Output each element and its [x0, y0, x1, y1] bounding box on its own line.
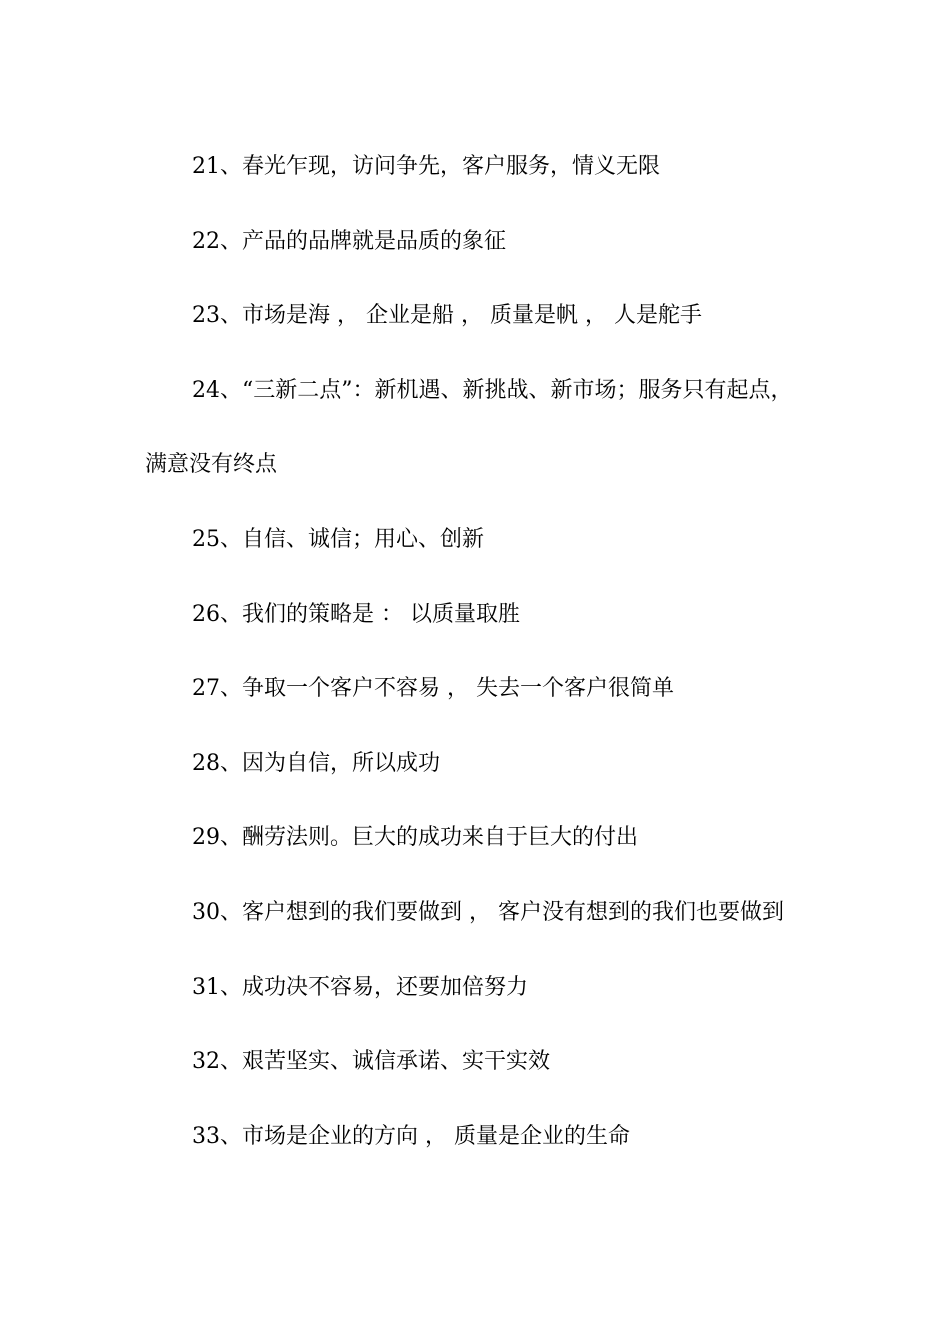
paragraph-30: 30、客户想到的我们要做到 ， 客户没有想到的我们也要做到: [192, 899, 784, 925]
paragraph-21: 21、春光乍现，访问争先，客户服务，情义无限: [192, 154, 660, 179]
paragraph-23: 23、市场是海 ， 企业是船 ， 质量是帆 ， 人是舵手: [192, 303, 702, 329]
paragraph-22: 22、产品的品牌就是品质的象征: [192, 228, 506, 254]
paragraph-24: 24、“三新二点”：新机遇、新挑战、新市场；服务只有起点，满意没有终点: [145, 377, 793, 478]
paragraph-32: 32、艰苦坚实、诚信承诺、实干实效: [192, 1049, 550, 1075]
paragraph-26: 26、我们的策略是 ： 以质量取胜: [192, 601, 520, 627]
paragraph-31: 31、成功决不容易，还要加倍努力: [192, 974, 528, 1000]
paragraph-28: 28、因为自信，所以成功: [192, 750, 440, 776]
document-body: [145, 130, 810, 1174]
paragraph-25: 25、自信、诚信；用心、创新: [192, 526, 484, 552]
paragraph-29: 29、酬劳法则。巨大的成功来自于巨大的付出: [192, 825, 638, 851]
paragraph-27: 27、争取一个客户不容易 ， 失去一个客户很简单: [192, 676, 674, 702]
paragraph-33: 33、市场是企业的方向 ， 质量是企业的生命: [192, 1123, 630, 1149]
